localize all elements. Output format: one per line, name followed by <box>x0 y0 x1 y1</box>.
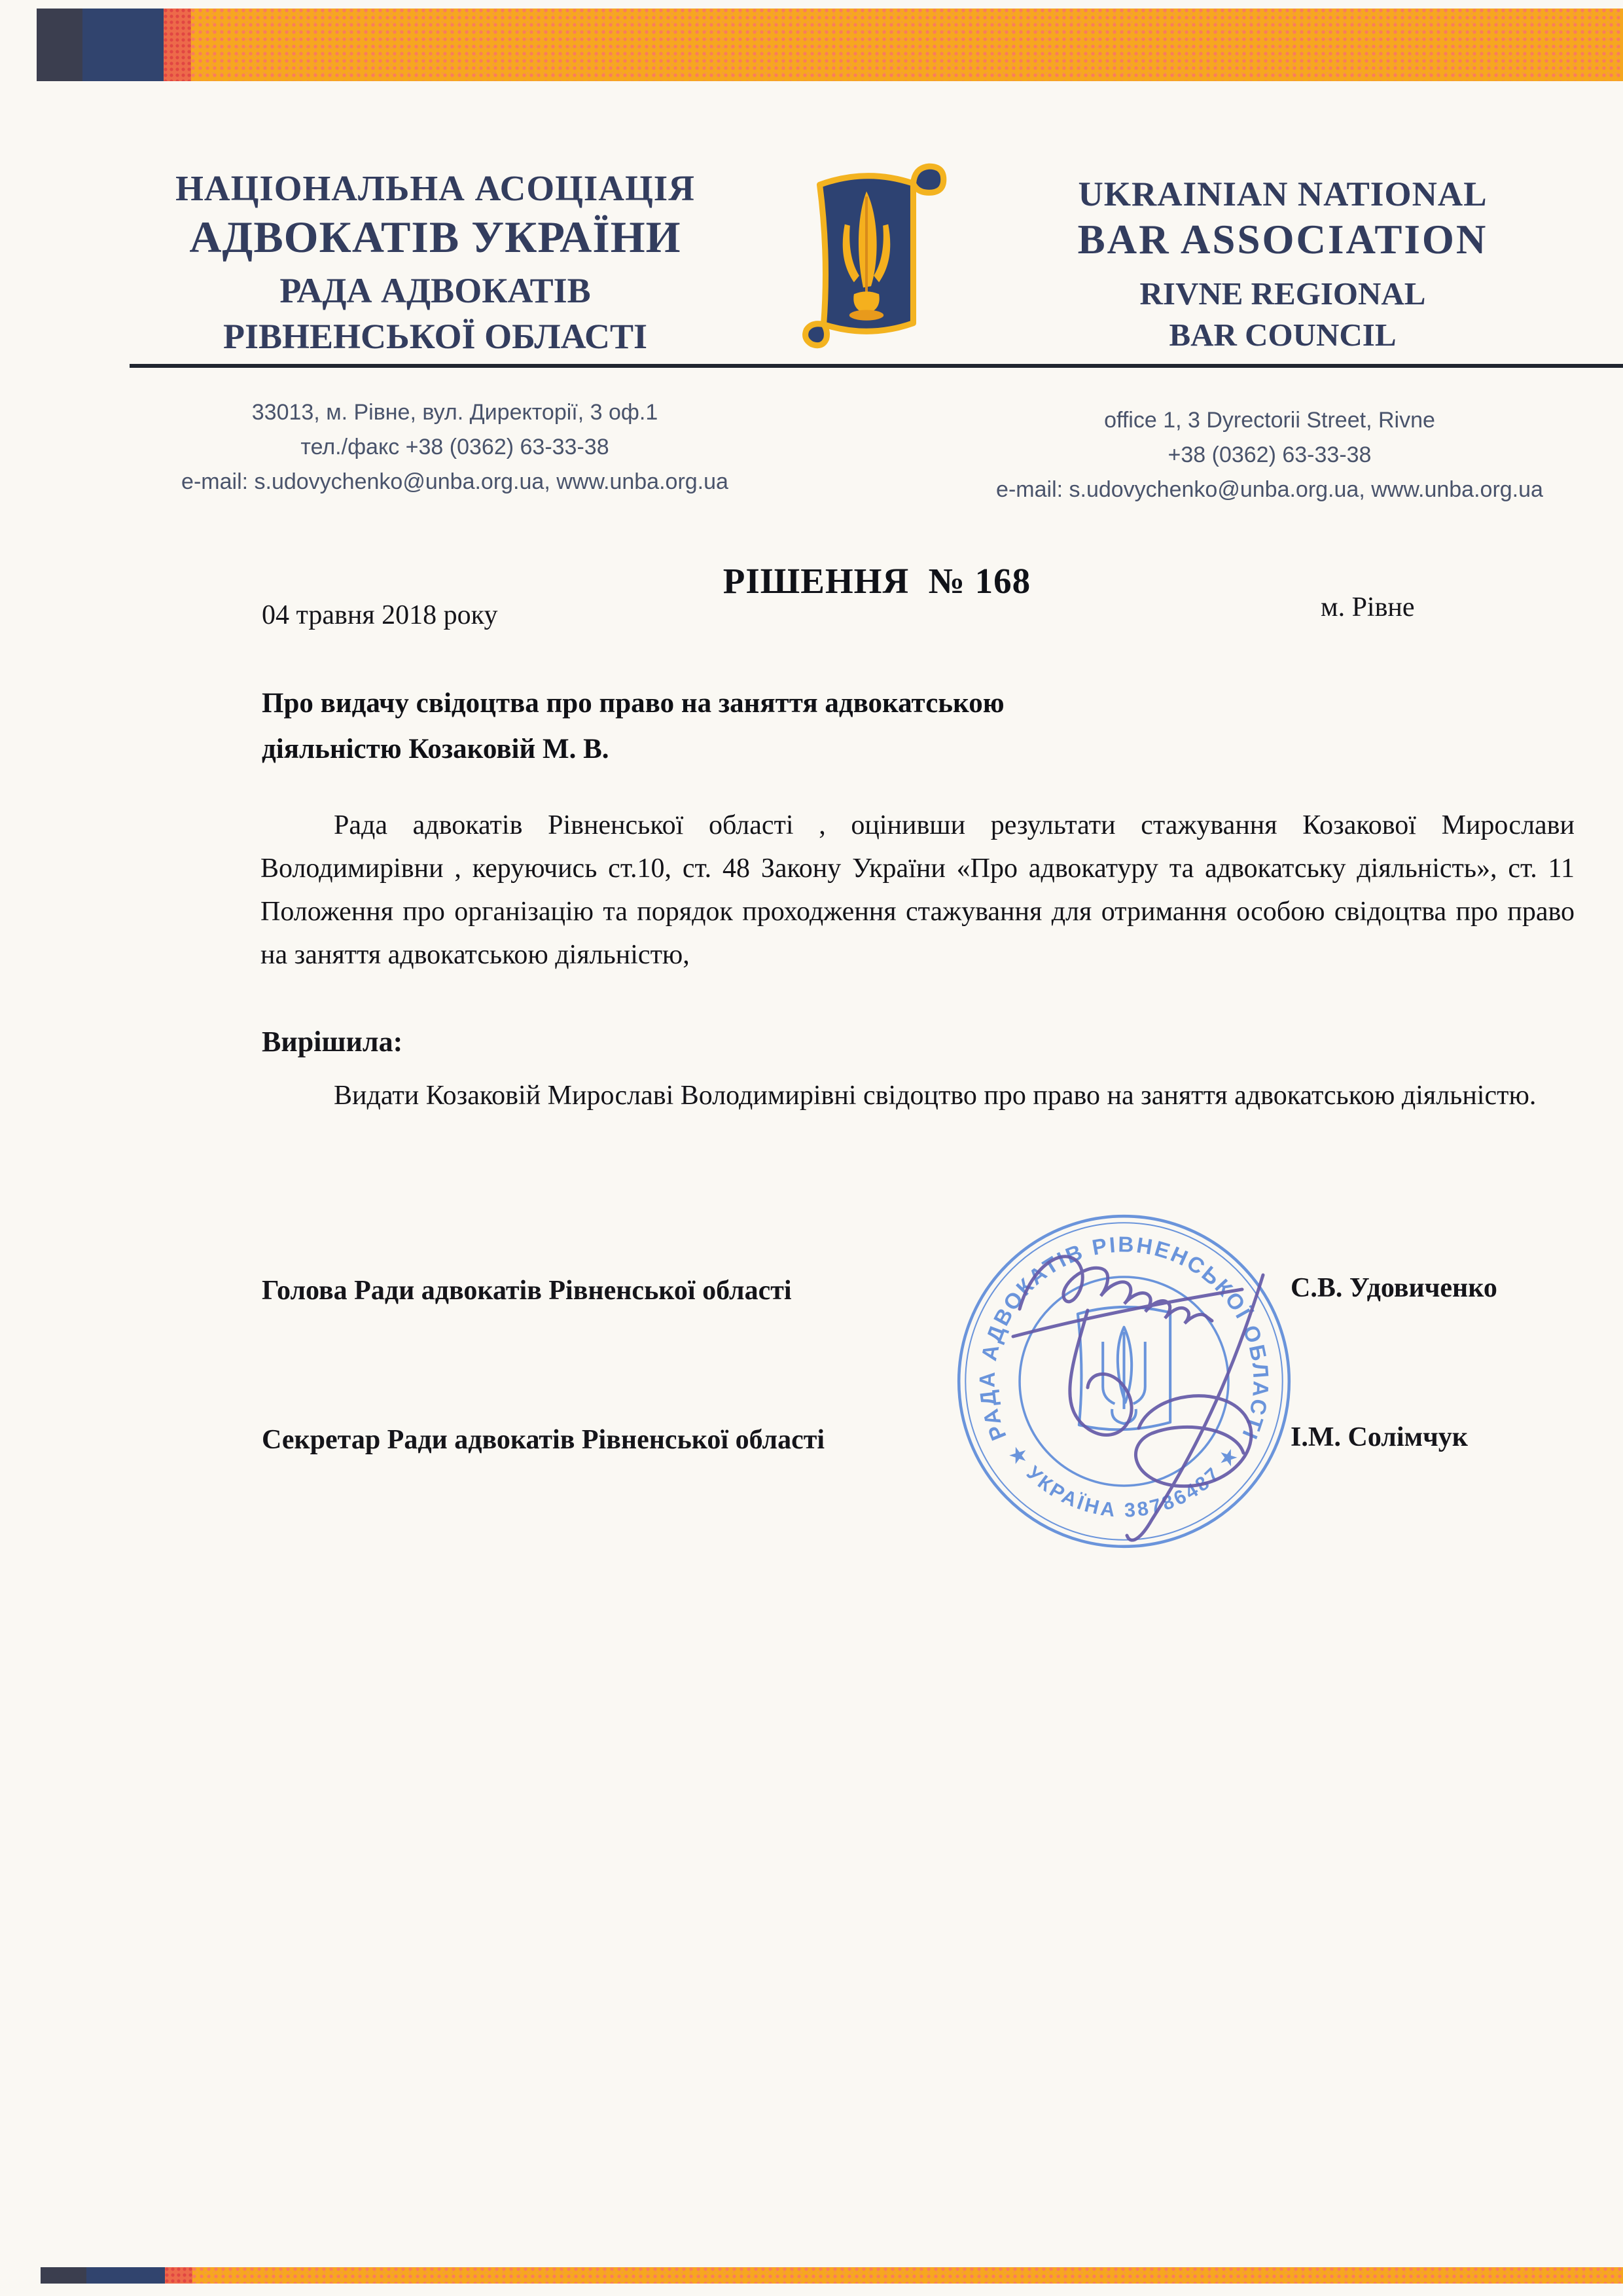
contact-block-english <box>946 403 1594 507</box>
letterhead-divider-line <box>130 364 1623 368</box>
resolved-label: Вирішила: <box>262 1026 403 1058</box>
bar-association-logo-icon <box>784 157 949 355</box>
bottom-decor-bar <box>41 2267 1623 2284</box>
subject-line1: Про видачу свідоцтва про право на заняття адвокатською <box>262 688 1005 719</box>
org-name-ua-line3: РАДА АДВОКАТІВ <box>279 271 591 311</box>
bottom-bar-gold-segment <box>192 2267 1623 2284</box>
contact-en-email: e-mail: s.udovychenko@unba.org.ua, www.unba.org.ua <box>996 477 1543 502</box>
signature-name-head: С.В. Удовиченко <box>1291 1273 1497 1303</box>
bottom-bar-red-segment <box>165 2267 192 2284</box>
contact-en-address: office 1, 3 Dyrectorii Street, Rivne <box>1104 408 1435 433</box>
contact-ua-phone: тел./факс +38 (0362) 63-33-38 <box>300 435 609 459</box>
bottom-bar-navy-segment <box>86 2267 165 2284</box>
stamp-ring-text-bottom: ★ УКРАЇНА 38786487 ★ <box>1004 1442 1244 1522</box>
stamp-ring-text-top: РАДА АДВОКАТІВ РІВНЕНСЬКОЇ ОБЛАСТІ <box>975 1232 1273 1444</box>
org-name-en-line3: RIVNE REGIONAL <box>1139 275 1426 312</box>
signature-role-head: Голова Ради адвокатів Рівненської області <box>262 1276 792 1306</box>
top-bar-gold-segment <box>191 9 1623 81</box>
org-name-en-line4: BAR COUNCIL <box>1169 317 1397 353</box>
resolution-paragraph: Видати Козаковій Мирославі Володимирівні свідоцтво про право на заняття адвокатською діяльністю. <box>334 1081 1537 1111</box>
top-decor-bar <box>37 9 1623 81</box>
contact-ua-address: 33013, м. Рівне, вул. Директорії, 3 оф.1 <box>251 400 658 425</box>
decision-place: м. Рівне <box>1321 592 1415 622</box>
head-signature-scrawl <box>1013 1257 1242 1435</box>
decision-body-paragraph: Рада адвокатів Рівненської області , оцінивши результати стажування Козакової Мирослави Володимирівни , керуючись ст.10, ст. 48 Закону України «Про адвокатуру та адвокатську діяльність», ст. 11 Положення про організацію та порядок проходження стажування для отримання особою свідоцтва про право на заняття адвокатською діяльністю, <box>260 810 1575 970</box>
top-bar-navy-segment <box>82 9 164 81</box>
contact-ua-email: e-mail: s.udovychenko@unba.org.ua, www.unba.org.ua <box>181 469 728 494</box>
letterhead-ukrainian <box>151 169 720 356</box>
top-bar-red-segment <box>164 9 191 81</box>
org-name-ua-line1: НАЦІОНАЛЬНА АСОЦІАЦІЯ <box>175 168 695 208</box>
top-bar-dark-segment <box>37 9 82 81</box>
contact-block-ukrainian <box>134 395 776 499</box>
org-name-en-line2: BAR ASSOCIATION <box>1077 217 1488 263</box>
subject-line2: діяльністю Козаковій М. В. <box>262 734 609 764</box>
handwritten-signatures <box>936 1212 1342 1579</box>
contact-en-phone: +38 (0362) 63-33-38 <box>1168 442 1372 467</box>
signature-role-secretary: Секретар Ради адвокатів Рівненської області <box>262 1425 825 1455</box>
decision-title: РІШЕННЯ № 168 <box>722 561 1031 601</box>
org-name-ua-line2: АДВОКАТІВ УКРАЇНИ <box>189 211 681 262</box>
letterhead-english <box>1018 175 1548 353</box>
org-name-en-line1: UKRAINIAN NATIONAL <box>1078 175 1488 213</box>
signature-name-secretary: І.М. Солімчук <box>1291 1422 1468 1452</box>
decision-date: 04 травня 2018 року <box>262 600 498 630</box>
bottom-bar-dark-segment <box>41 2267 86 2284</box>
decision-subject <box>262 681 1243 772</box>
org-name-ua-line4: РІВНЕНСЬКОЇ ОБЛАСТІ <box>223 316 647 356</box>
